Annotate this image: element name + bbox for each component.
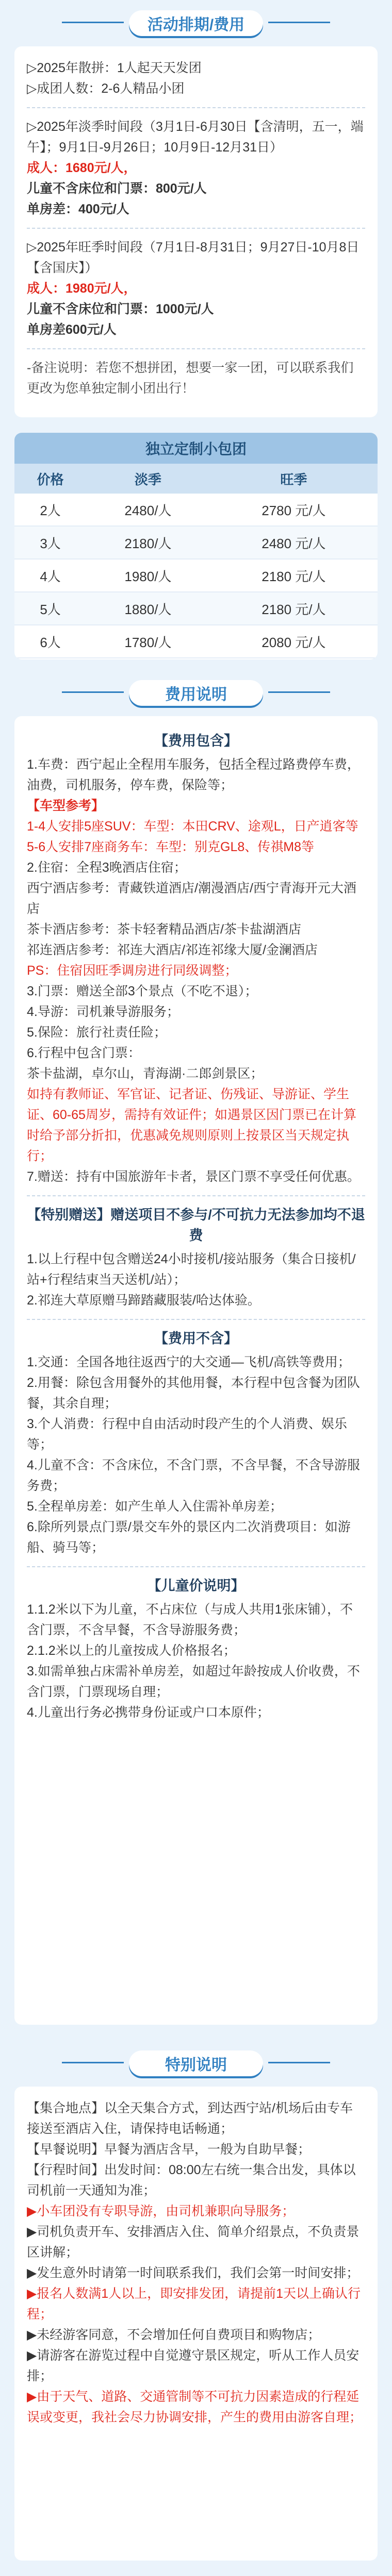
divider [27, 348, 365, 349]
excluded-line: 1.交通：全国各地往返西宁的大交通—飞机/高铁等费用； [27, 1355, 351, 1369]
fee-line: 如持有教师证、军官证、记者证、伤残证、导游证、学生证、60-65周岁，需持有效证件；如遇景区因门票已在计算时给予部分折扣，优惠减免规则原则上按景区当天规定执行； [27, 1087, 356, 1163]
children-line: 2.1.2米以上的儿童按成人价格报名； [27, 1643, 236, 1658]
fee-line: 6.行程中包含门票： [27, 1046, 141, 1060]
schedule-price-adult: 成人：1980元/人， [27, 281, 137, 296]
divider [27, 107, 365, 108]
children-line: 1.1.2米以下为儿童，不占床位（与成人共用1张床铺），不含门票，不含早餐，不含导游服务费； [27, 1602, 353, 1637]
schedule-price-child: 儿童不含床位和门票：800元/人 [27, 181, 207, 196]
table-row [14, 526, 378, 559]
fee-line: 4.导游：司机兼导游服务； [27, 1005, 179, 1019]
fee-line: 1.车费：西宁起止全程用车服务，包括全程过路费停车费，油费，司机服务，停车费，保险等； [27, 757, 360, 792]
fee-line: PS：住宿因旺季调房进行同级调整； [27, 963, 238, 978]
children-line: 3.如需单独占床需补单房差，如超过年龄按成人价收费，不含门票，门票现场自理； [27, 1664, 360, 1699]
fee-line: 【车型参考】 [27, 799, 105, 813]
divider [27, 1319, 365, 1320]
fee-line: 茶卡盐湖，卓尔山，青海湖·二郎剑景区； [27, 1066, 264, 1081]
children-title: 【儿童价说明】 [147, 1578, 245, 1594]
excluded-line: 2.用餐：除包含用餐外的其他用餐，本行程中包含餐为团队餐，其余自理； [27, 1376, 360, 1411]
schedule-note: -备注说明：若您不想拼团，想要一家一团，可以联系我们更改为您单独定制小团出行！ [27, 361, 354, 396]
schedule-price-child: 儿童不含床位和门票：1000元/人 [27, 302, 214, 316]
table-cell: 5人 [14, 592, 86, 625]
fee-line: 茶卡酒店参考：茶卡轻奢精品酒店/茶卡盐湖酒店 [27, 922, 301, 937]
fee-line: 3.门票：赠送全部3个景点（不吃不退）； [27, 984, 258, 998]
table-row [14, 625, 378, 658]
fee-line: 祁连酒店参考：祁连大酒店/祁连祁缘大厦/金澜酒店 [27, 943, 318, 957]
special-line: ▶由于天气、道路、交通管制等不可抗力因素造成的行程延误或变更，我社会尽力协调安排，产生的费用由游客自理； [27, 2389, 363, 2425]
fee-line: 5-6人安排7座商务车：车型：别克GL8、传祺M8等 [27, 840, 315, 854]
excluded-line: 6.除所列景点门票/景交车外的景区内二次消费项目：如游船、骑马等； [27, 1520, 351, 1555]
table-cell: 2180 元/人 [210, 559, 378, 592]
special-line: ▶未经游客同意，不会增加任何自费项目和购物店； [27, 2328, 321, 2342]
table-cell: 2780 元/人 [210, 494, 378, 526]
schedule-line: ▷2025年散拼：1人起天天发团 [27, 61, 202, 75]
schedule-line: ▷2025年旺季时间段（7月1日-8月31日；9月27日-10月8日【含国庆】） [27, 240, 360, 275]
table-cell: 1880/人 [86, 592, 210, 625]
excluded-title: 【费用不含】 [154, 1331, 238, 1346]
table-cell: 2人 [14, 494, 86, 526]
special-line: 【行程时间】出发时间：08:00左右统一集合出发，具体以司机前一天通知为准； [27, 2163, 356, 2198]
schedule-title: 活动排期/费用 [129, 10, 263, 36]
special-line: ▶小车团没有专职导游，由司机兼职向导服务； [27, 2204, 295, 2218]
table-header: 淡季 [86, 464, 210, 494]
special-gift-title: 【特别赠送】赠送项目不参与/不可抗力无法参加均不退费 [27, 1207, 365, 1243]
custom-table-title: 独立定制小包团 [14, 433, 378, 464]
special-line: ▶请游客在游览过程中自觉遵守景区规定，听从工作人员安排； [27, 2348, 360, 2383]
table-header: 旺季 [210, 464, 378, 494]
table-cell: 2480 元/人 [210, 526, 378, 559]
special-card [14, 2087, 378, 2561]
schedule-line: ▷2025年淡季时间段（3月1日-6月30日【含清明，五一，端午】；9月1日-9月26日；10月9日-12月31日） [27, 120, 364, 155]
divider [27, 228, 365, 229]
table-row [14, 592, 378, 625]
special-title: 特别说明 [129, 2050, 263, 2076]
special-line: ▶司机负责开车、安排酒店入住、简单介绍景点，不负责景区讲解； [27, 2225, 360, 2260]
table-row [14, 559, 378, 592]
table-cell: 1780/人 [86, 625, 210, 658]
excluded-line: 4.儿童不含：不含床位，不含门票，不含早餐，不含导游服务费； [27, 1458, 360, 1493]
price-table [14, 464, 378, 658]
custom-table-card [14, 433, 378, 659]
gift-line: 2.祁连大草原赠马蹄踏藏服装/哈达体验。 [27, 1293, 260, 1308]
table-cell: 3人 [14, 526, 86, 559]
schedule-card [14, 46, 378, 417]
table-cell: 2180/人 [86, 526, 210, 559]
schedule-single-room: 单房差600元/人 [27, 323, 117, 337]
table-cell: 2180 元/人 [210, 592, 378, 625]
schedule-price-adult: 成人：1680元/人， [27, 161, 137, 175]
excluded-line: 5.全程单房差：如产生单人入住需补单房差； [27, 1499, 283, 1514]
fees-title: 费用说明 [129, 680, 263, 706]
fee-line: 7.赠送：持有中国旅游年卡者，景区门票不享受任何优惠。 [27, 1170, 360, 1184]
schedule-single-room: 单房差：400元/人 [27, 202, 129, 216]
included-title: 【费用包含】 [154, 733, 238, 749]
special-header [0, 2040, 392, 2087]
table-cell: 6人 [14, 625, 86, 658]
fee-line: 2.住宿：全程3晚酒店住宿； [27, 860, 187, 875]
schedule-header [0, 0, 392, 46]
children-line: 4.儿童出行务必携带身份证或户口本原件； [27, 1705, 270, 1720]
excluded-line: 3.个人消费：行程中自由活动时段产生的个人消费、娱乐等； [27, 1417, 347, 1452]
special-line: 【集合地点】以全天集合方式，到达西宁站/机场后由专车接送至酒店入住，请保持电话畅通； [27, 2101, 353, 2136]
table-row [14, 494, 378, 526]
table-header: 价格 [14, 464, 86, 494]
gift-line: 1.以上行程中包含赠送24小时接机/接站服务（集合日接机/站+行程结束当天送机/站）； [27, 1252, 356, 1287]
divider [27, 1195, 365, 1196]
table-cell: 4人 [14, 559, 86, 592]
divider [27, 1566, 365, 1567]
fees-header [0, 670, 392, 716]
fees-card [14, 716, 378, 2025]
fee-line: 1-4人安排5座SUV：车型：本田CRV、途观L，日产逍客等 [27, 819, 358, 834]
special-line: ▶发生意外时请第一时间联系我们，我们会第一时间安排； [27, 2266, 360, 2280]
table-cell: 2480/人 [86, 494, 210, 526]
table-cell: 2080 元/人 [210, 625, 378, 658]
fee-line: 5.保险：旅行社责任险； [27, 1025, 167, 1040]
table-cell: 1980/人 [86, 559, 210, 592]
schedule-line: ▷成团人数：2-6人精品小团 [27, 81, 185, 96]
special-line: 【早餐说明】早餐为酒店含早，一般为自助早餐； [27, 2142, 311, 2157]
fee-line: 西宁酒店参考：青藏铁道酒店/潮漫酒店/西宁青海开元大酒店 [27, 881, 356, 916]
special-line: ▶报名人数满1人以上，即安排发团，请提前1天以上确认行程； [27, 2286, 361, 2321]
